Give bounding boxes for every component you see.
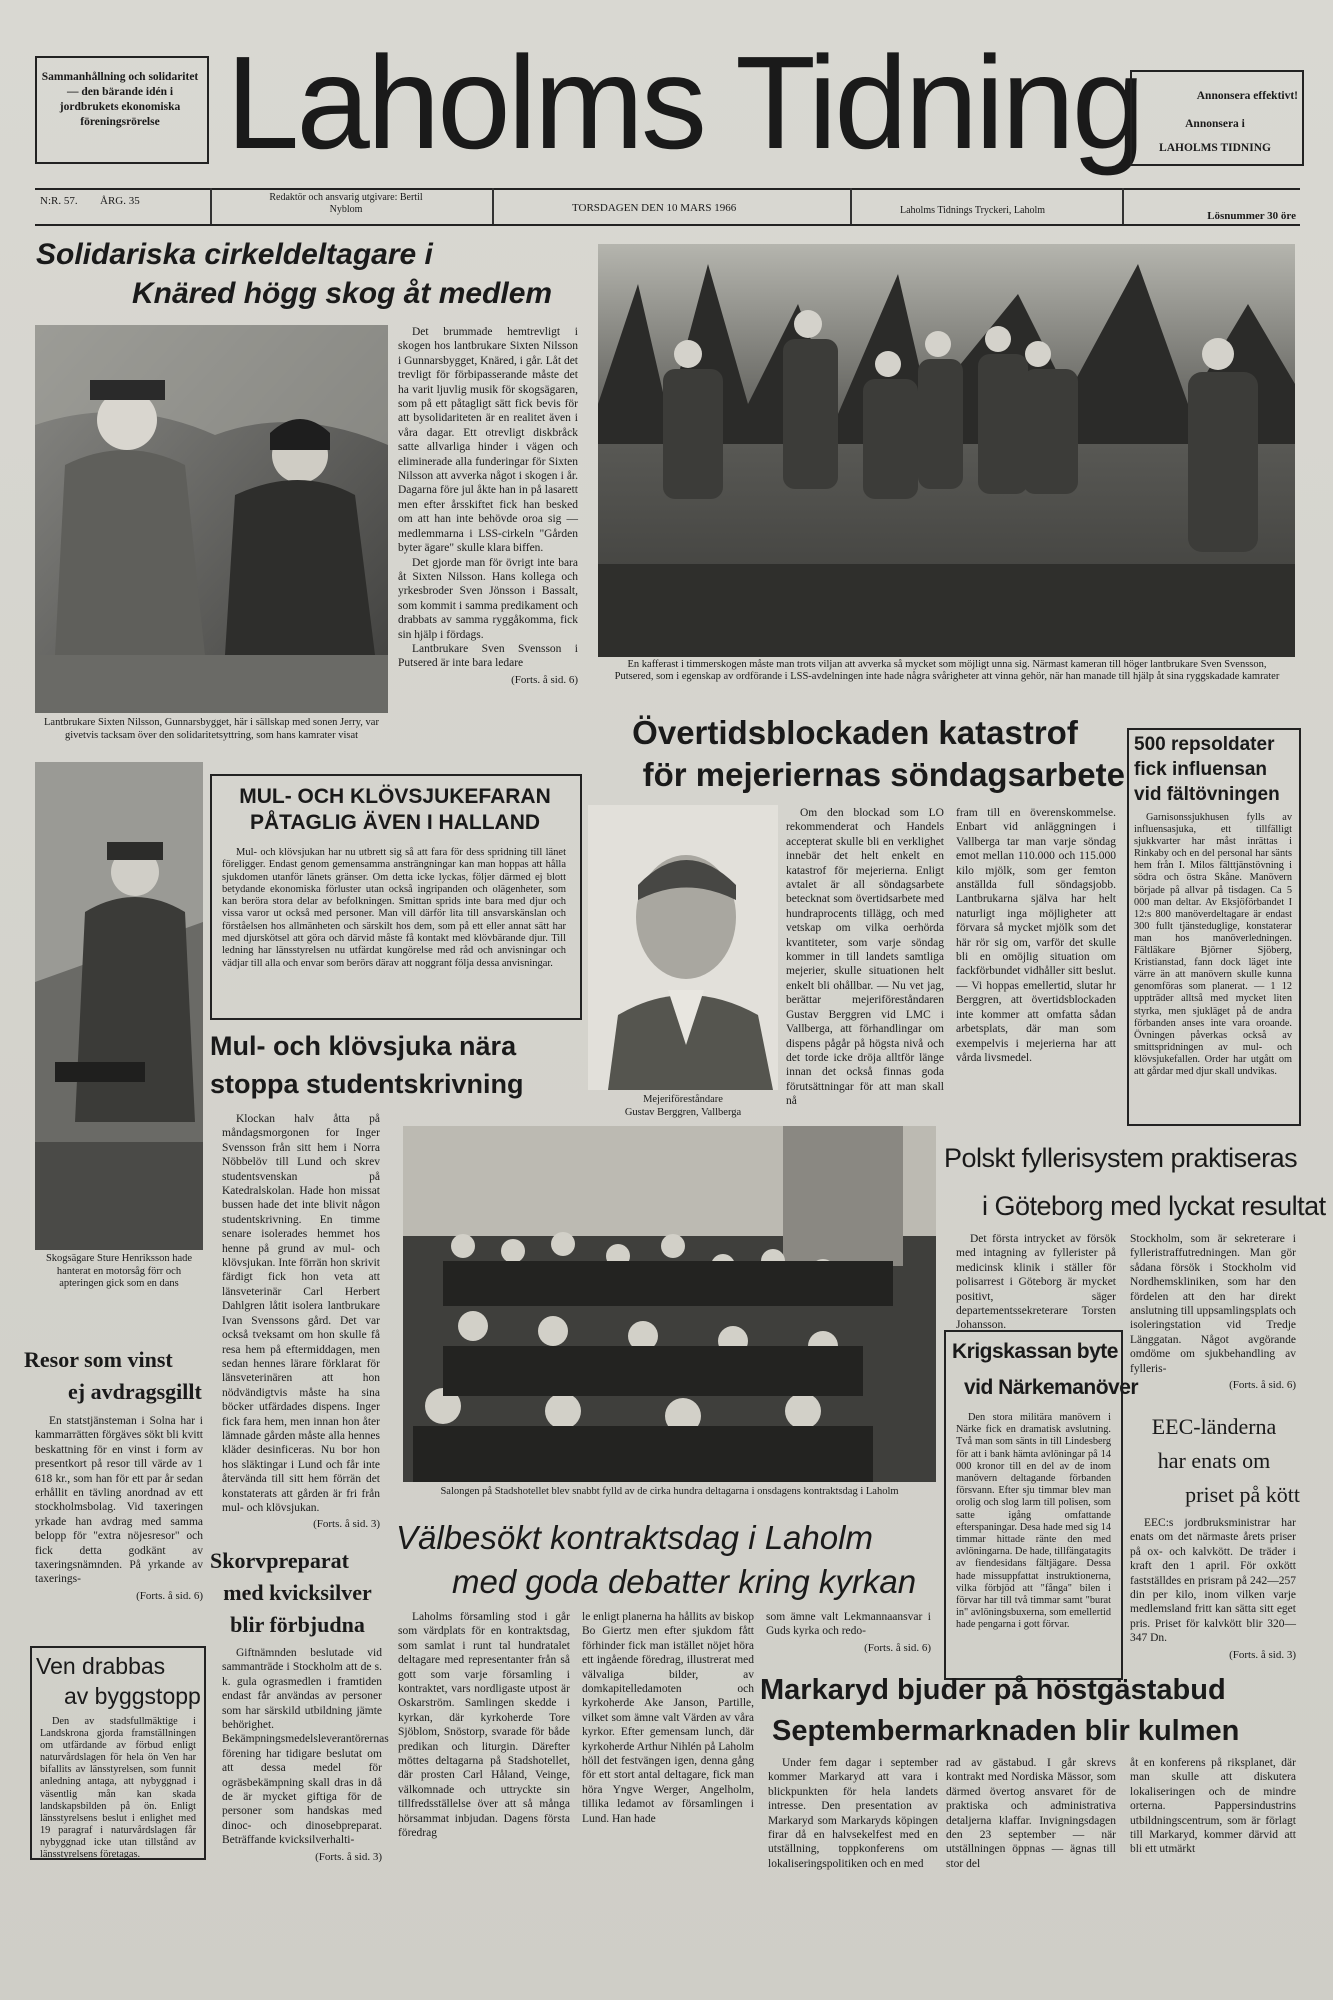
solidariska-continued: (Forts. å sid. 6) xyxy=(511,673,578,686)
valbesokt-col-3 xyxy=(766,1610,931,1670)
headline-ven-1: Ven drabbas xyxy=(36,1653,166,1679)
valbesokt-col-3-text: som ämne valt Lekmannaansvar i Guds kyrka och redo- xyxy=(766,1611,931,1638)
solidariska-body-2: Det gjorde man för övrigt inte bara åt Sixten Nilsson. Hans kollega och yrkesbroder Sven Jönsson i Bassalt, som kommit i samma predikament och drabbats av samma ryggåkomma, fick sin hjälp i fördags. xyxy=(398,556,578,641)
photo-audience-caption: Salongen på Stadshotellet blev snabbt fylld av de cirka hundra deltagarna i onsdagens kontraktsdag i Laholm xyxy=(440,1486,899,1497)
photo-audience xyxy=(403,1126,936,1482)
headline-valbesokt-2: med goda debatter kring kyrkan xyxy=(452,1563,917,1600)
eec-continued: (Forts. å sid. 3) xyxy=(1229,1648,1296,1661)
polskt-col-2-text: Stockholm, som är sekreterare i fylleristraffutredningen. Man gör sådana försök i Stockholm vid Nordhemskliniken, som har den fördelen att den har direkt anslutning till uppsamlingsplats och isoleringstation vid Tredje Länggatan. Något avgörande omdöme om sjukbehandling av fylleris- xyxy=(1130,1233,1296,1375)
headline-polskt-1: Polskt fyllerisystem praktiseras xyxy=(944,1143,1298,1173)
skorv-continued: (Forts. å sid. 3) xyxy=(315,1850,382,1863)
info-divider-1 xyxy=(210,188,212,224)
overtid-col-1: Om den blockad som LO rekommenderat och Handels accepterat skulle bli en verklighet innebär det helt enkelt en katastrof för mejerierna. Enligt avtalet är all söndagsarbete betecknat som övertidsarbete med hundraprocents tillägg, och med vetskap om vilka oerhörda kvantiteter, som varje söndag kommer in till landets samtliga mejerier, skulle situationen helt enkelt bli ohållbar. — Nu vet jag, berättar mejeriföreståndaren Gustav Berggren vid LMC i Vallberga, att förhandlingar om dispens pågår på högsta nivå och det torde icke dröja alltför länge innan det också finnas goda förutsättningar för att man skall nå xyxy=(786,807,944,1108)
editor-info: Redaktör och ansvarig utgivare: Bertil Nyblom xyxy=(269,192,423,215)
headline-repsoldater-1: 500 repsoldater xyxy=(1134,734,1275,755)
headline-krigskassan-1: Krigskassan byte xyxy=(952,1340,1118,1363)
mul-student-body-text: Klockan halv åtta på måndagsmorgonen for Inger Svensson från sitt hem i Norra Nöbbelöv till Lund och skrev studentsvenskan på Katedralskolan. Hade hon missat bussen hade det inte blivit någon studentskrivning. En timme senare isolerades hemmet hos henne på grund av mul- och klövsjukan. Inte förrän hon skrivit färdigt fick hon veta att länsveterinär Carl Herbert Dahlgren låtit isolera lantbrukare Ivan Svenssons gård. Det var också tveksamt om hon skulle få resa hem på eftermiddagen, men sedan hennes lärare förklarat för länsveterinären att hon nödvändigtvis måste ha sina böcker utfärdades dispens. Inger fick fara hem, men innan hon åter lämnade gården måste alla hennes kläder desinficeras. Nu bor hon hos släktingar i Lund och får inte återvända till sitt hem förrän det konstaterats att gården är fri från mul- och klövsjukan. xyxy=(222,1113,380,1514)
issue-price: Lösnummer 30 öre xyxy=(1207,210,1296,222)
polskt-col-2 xyxy=(1130,1232,1296,1402)
headline-markaryd-2: Septembermarknaden blir kulmen xyxy=(772,1715,1240,1747)
info-bar-bottom-rule xyxy=(35,224,1300,226)
photo-father-son xyxy=(35,325,388,713)
resor-body-text: En statstjänsteman i Solna har i kammarrätten förgäves sökt bli kvitt beskattning för en vinst i form av presentkort på resor till värde av 1 618 kr., som han för ett par år sedan erhållit en tävling anordnad av ett stockholmsbolag. Vid taxeringen yrkade han avdrag med samma belopp för "extra nöjesresor" och fick detta godkänt av taxeringsnämnden. På yrkande av taxerings- xyxy=(35,1415,203,1586)
photo-chainsaw-caption: Skogsägare Sture Henriksson hade hanterat en motorsåg förr och apteringen gick som en dans xyxy=(45,1253,193,1289)
skorv-body-text: Giftnämnden beslutade vid sammanträde i Stockholm att de s. k. gula ograsmedlen i framtiden endast får användas av personer som har särskild utbildning jämte behörighet. Bekämpningsmedelsleverantörernas förening har tidigare beslutat om att dessa medel för ogräsbekämpning skall dras in då de är mycket giftiga för de personer som handskas med dinoc- och dinosebpreparat. Beträffande kvicksilverhalti- xyxy=(222,1647,389,1847)
headline-ven-2: av byggstopp xyxy=(64,1683,201,1709)
headline-mul-student-1: Mul- och klövsjuka nära xyxy=(210,1031,517,1061)
headline-solidariska-2: Knäred högg skog åt medlem xyxy=(132,277,553,310)
headline-repsoldater-3: vid fältövningen xyxy=(1134,784,1280,805)
photo-coffee-break-caption: En kafferast i timmerskogen måste man trots viljan att avverka så mycket som möjligt unna sig. Närmast kameran till höger lantbrukare Sven Svensson, Putsered, som i egenskap av ordförande i LSS-avdelningen inte hade några svårigheter att vinna gehör, när han manade till hjälp åt sina ryggskadade kamrater xyxy=(614,659,1280,682)
resor-body xyxy=(35,1414,203,1630)
issue-number: N:R. 57. xyxy=(40,195,78,207)
headline-repsoldater-2: fick influensan xyxy=(1134,759,1268,780)
headline-solidariska-1: Solidariska cirkeldeltagare i xyxy=(36,238,433,271)
masthead-right-text-2: Annonsera i xyxy=(1185,118,1245,130)
headline-resor-2: ej avdragsgillt xyxy=(68,1379,202,1404)
mul-halland-body: Mul- och klövsjukan har nu utbrett sig så att fara för dess spridning till länet föreligger. Endast genom gemensamma ansträngningar kan man hoppas att hålla sjukdomen utanför länets gränser. Om detta icke lyckas, följer därmed ej blott betydande ekonomiska förluster utan också ingripanden och olägenheter, som kan beröra stora delar av befolkningen. Smittan sprids inte bara med djur och vissa varor ut också med personer. Man vill därför lita till ansvarskänslan och förståelsen hos allmänheten och särskilt hos dem, som på ett eller annat sätt har med djurskötsel att göra och därvid måste få kontakt med klövbärande djur. Till ledning har länsstyrelsen nu utfärdat kungörelse med råd och anvisningar och vädjar till alla och envar som berörs därav att noggrant följa dessa anvisningar. xyxy=(222,847,566,969)
markaryd-col-2: rad av gästabud. I går skrevs kontrakt med Nordiska Mässor, som därmed övertog ansvaret för de praktiska och administrativa detaljerna klaffar. Invigningsdagen den 23 september — när utställningen öppnas — ägnas till stor del xyxy=(946,1757,1116,1870)
info-divider-3 xyxy=(850,188,852,224)
photo-berggren-caption-1: Mejeriföreståndare xyxy=(643,1094,723,1105)
eec-body-text: EEC:s jordbruksministrar har enats om det närmaste årets priser på ox- och kalvkött. De träder i kraft den 1 april. För oxkött fastställdes en prisram på 242—257 din per kilo, inom vilken varje medlemsland fritt kan sätta sitt eget pris. Priset för kalvkött blir 320—347 Dn. xyxy=(1130,1517,1296,1645)
photo-chainsaw xyxy=(35,762,203,1250)
polskt-continued: (Forts. å sid. 6) xyxy=(1229,1379,1296,1392)
mul-student-continued: (Forts. å sid. 3) xyxy=(313,1518,380,1531)
ven-body: Den av stadsfullmäktige i Landskrona gjorda framställningen om utfärdande av förbud enligt naturvårdslagen för hela ön Ven har bifallits av länsstyrelsen, som funnit anledning antaga, att nybyggnad i väsentlig mån kan skada landskapsbilden på ön. Enligt länsstyrelsens beslut i enlighet med 19 paragraf i naturvårdslagen får nybyggnad icke utan tillstånd av länsstyrelsens företagas. xyxy=(40,1716,196,1861)
markaryd-col-1: Under fem dagar i september kommer Markaryd att vara i blickpunkten för hela landets intresse. Den presentation av Markaryd som Markaryds köpingen firar då en halvsekelfest med en utställning, toppkonferens om lokaliseringspolitiken och en med xyxy=(768,1757,938,1870)
overtid-col-2: fram till en överenskommelse. Enbart vid anläggningen i Vallberga tar man varje söndag emot mellan 110.000 och 115.000 kilo mjölk, som ger femton anställda full söndagsjobb. Lantbrukarna själva har helt naturligt inga möjligheter att förvara så mycket mjölk som det här rör sig om, varför det skulle bli en omöjlig situation om fackförbundet vidhåller sitt beslut. — Vi hoppas emellertid, slutar hr Berggren, att övertidsblockaden inte kommer att omfatta sådan arbetsplats, där man som exempelvis i mejerierna har att vårda livsmedel. xyxy=(956,807,1116,1064)
photo-berggren xyxy=(588,805,778,1090)
headline-skorv-3: blir förbjudna xyxy=(230,1612,365,1637)
info-bar-top-rule xyxy=(35,188,1300,190)
valbesokt-col-1: Laholms församling stod i går som värdplats för en kontraktsdag, som samlat i runt tal hundratalet deltagare med representanter från så gott som varje församling i kontraktet, vars nordligaste utpost är Oskarström. Samlingen skedde i kyrkan, där kyrkoherde Tore Sjöblom, Snöstorp, svarade för både predikan och liturgin. Därefter möttes deltagarna på Stadshotellet, där prosten Carl Håland, Veinge, välkomnade och uttryckte sin tillfredsställelse över att så många hörsammat inbjudan. Dagens första föredrag xyxy=(398,1611,570,1840)
headline-eec-1: EEC-länderna xyxy=(1151,1414,1277,1439)
valbesokt-col-2: le enligt planerna ha hållits av biskop Bo Giertz men efter sjukdom fått förhinder fick man istället nöjet höra ett ingående föredrag, illustrerat med välvaliga bilder, av domkapitelledamoten och kyrkoherde Ake Janson, Partille, vilket som ämne valt Värden av våra kyrkor. Efter gemensam lunch, där kyrkoherde Arthur Nihlén på Laholm höll det festvängen igen, denna gång för ett stort antal deltagare, fick man höra Yngve Werger, Angelholm, tillika ledamot av församlingen i Lund. Han hade xyxy=(582,1611,754,1825)
krigskassan-body: Den stora militära manövern i Närke fick en dramatisk avslutning. Två man som sänts in till Lindesberg för att i bank hämta avlöningar på 14 000 kronor till en del av de inom manövern deltagande förbanden försvann. Efter sju timmar blev man orolig och slog larm till polisen, som satte igång omfattande efterspaningar. Desa hade med sig 14 timmar hittade ränte den med avlöningarna. De hade, tillfängatagits av fiendesidans fältjägare. Dessa hade missuppfattat instruktionerna, vilka förbjöd att "fånga" bilen i förvar har till två timmar samt "burat in" avlöningsbuxerna, som emellertid hade pengarna i gott förvar. xyxy=(956,1412,1111,1631)
solidariska-body xyxy=(398,325,578,761)
volume-year: ÅRG. 35 xyxy=(100,195,140,207)
markaryd-col-3: åt en konferens på riksplanet, där man skulle att diskutera lokaliseringen och de mindre orterna. Pappersindustrins utbildningscentrum, som är förlagt till Markaryd, kommer därvid att bli ett utmärkt xyxy=(1130,1757,1296,1856)
skorv-body xyxy=(222,1646,389,1906)
headline-mul-halland-2: PÅTAGLIG ÄVEN I HALLAND xyxy=(249,811,541,834)
headline-mul-student-2: stoppa studentskrivning xyxy=(210,1069,524,1099)
headline-krigskassan-2: vid Närkemanöver xyxy=(964,1376,1139,1399)
masthead-right-text-1: Annonsera effektivt! xyxy=(1196,90,1298,102)
masthead-title: Laholms Tidning xyxy=(226,29,1143,176)
solidariska-body-3: Lantbrukare Sven Svensson i Putsered är inte bara ledare xyxy=(398,642,578,670)
polskt-col-1: Det första intrycket av försök med intagning av fyllerister på medicinsk klinik i ställer för polisarrest i Göteborg är mycket positivt, säger departementssekreterare Torsten Johansson. xyxy=(956,1233,1116,1332)
printer-info: Laholms Tidnings Tryckeri, Laholm xyxy=(900,205,1046,216)
headline-eec-3: priset på kött xyxy=(1185,1482,1300,1507)
headline-polskt-2: i Göteborg med lyckat resultat xyxy=(982,1191,1326,1221)
headline-resor-1: Resor som vinst xyxy=(24,1347,173,1372)
photo-berggren-caption-2: Gustav Berggren, Vallberga xyxy=(624,1107,742,1118)
solidariska-body-1: Det brummade hemtrevligt i skogen hos lantbrukare Sixten Nilsson i Gunnarsbygget, Knäred, i går. Låt det trevligt för förbipasserande måste det ha varit ljuvlig musik för skogsägaren, som på ett påtagligt sätt fick bevis för att bysolidariteten är en realitet även i våra dagar. Ett otrevligt diskbråck satte allvarliga hinder i vägen och eliminerade alla funderingar för Sixten Nilsson att avverka något i skogen i år. Dagarna före jul åkte han in på lasarett men efter årsskiftet fick han besked om att han inte behövde oroa sig — medlemmarna i LSS-cirkeln "Gården byter ägare" skulle klara biffen. xyxy=(398,326,578,555)
masthead-left-text: Sammanhållning och solidaritet — den bärande idén i jordbrukets ekonomiska föreningsrörelse xyxy=(41,71,199,128)
headline-eec-2: har enats om xyxy=(1157,1448,1271,1473)
headline-valbesokt-1: Välbesökt kontraktsdag i Laholm xyxy=(396,1519,873,1556)
headline-overtid-2: för mejeriernas söndagsarbete xyxy=(642,756,1125,793)
resor-continued: (Forts. å sid. 6) xyxy=(136,1589,203,1602)
valbesokt-continued: (Forts. å sid. 6) xyxy=(864,1641,931,1654)
headline-skorv-1: Skorvpreparat xyxy=(210,1548,349,1573)
headline-overtid-1: Övertidsblockaden katastrof xyxy=(632,714,1078,751)
photo-father-son-caption: Lantbrukare Sixten Nilsson, Gunnarsbygget, här i sällskap med sonen Jerry, var givetvis tacksam över den solidaritetsyttring, som hans kamrater visat xyxy=(44,717,379,741)
info-divider-2 xyxy=(492,188,494,224)
issue-date: TORSDAGEN DEN 10 MARS 1966 xyxy=(572,202,737,214)
info-divider-4 xyxy=(1122,188,1124,224)
eec-body xyxy=(1130,1516,1296,1676)
photo-coffee-break xyxy=(598,244,1295,657)
headline-skorv-2: med kvicksilver xyxy=(223,1580,372,1605)
repsoldater-body: Garnisonssjukhusen fylls av influensasjuka, ett tillfälligt sjukkvarter har måst inrättas i Rinkaby och en del personal har sänts hem från I. Milos fälttjänstövning i södra och östra Skåne. Manövern började på allvar på tisdagen. Ca 5 000 man deltar. Av Eksjöförbandet I 12:s 800 manöverdeltagare är endast 300 fullt tjänsteduglige, konstaterar man hos manöverledningen. Fältläkare Björner Sjöberg, Kristianstad, fann dock läget inte värre än att manövern skulle kunna genomföras som planerat. — 1 12 uppträder alltså med mycket liten styrka, men sjukläget på de andra förbanden anses inte vara oroande. Övningen påverkas också av smittspridningen av mul- och klövsjukefallen. Order har utgått om att gårdar med djur skall undvikas. xyxy=(1134,812,1292,1077)
headline-mul-halland-1: MUL- OCH KLÖVSJUKEFARAN xyxy=(239,785,551,808)
mul-student-body xyxy=(222,1112,380,1537)
masthead-right-text-3: LAHOLMS TIDNING xyxy=(1159,142,1271,154)
headline-markaryd-1: Markaryd bjuder på höstgästabud xyxy=(760,1674,1226,1706)
